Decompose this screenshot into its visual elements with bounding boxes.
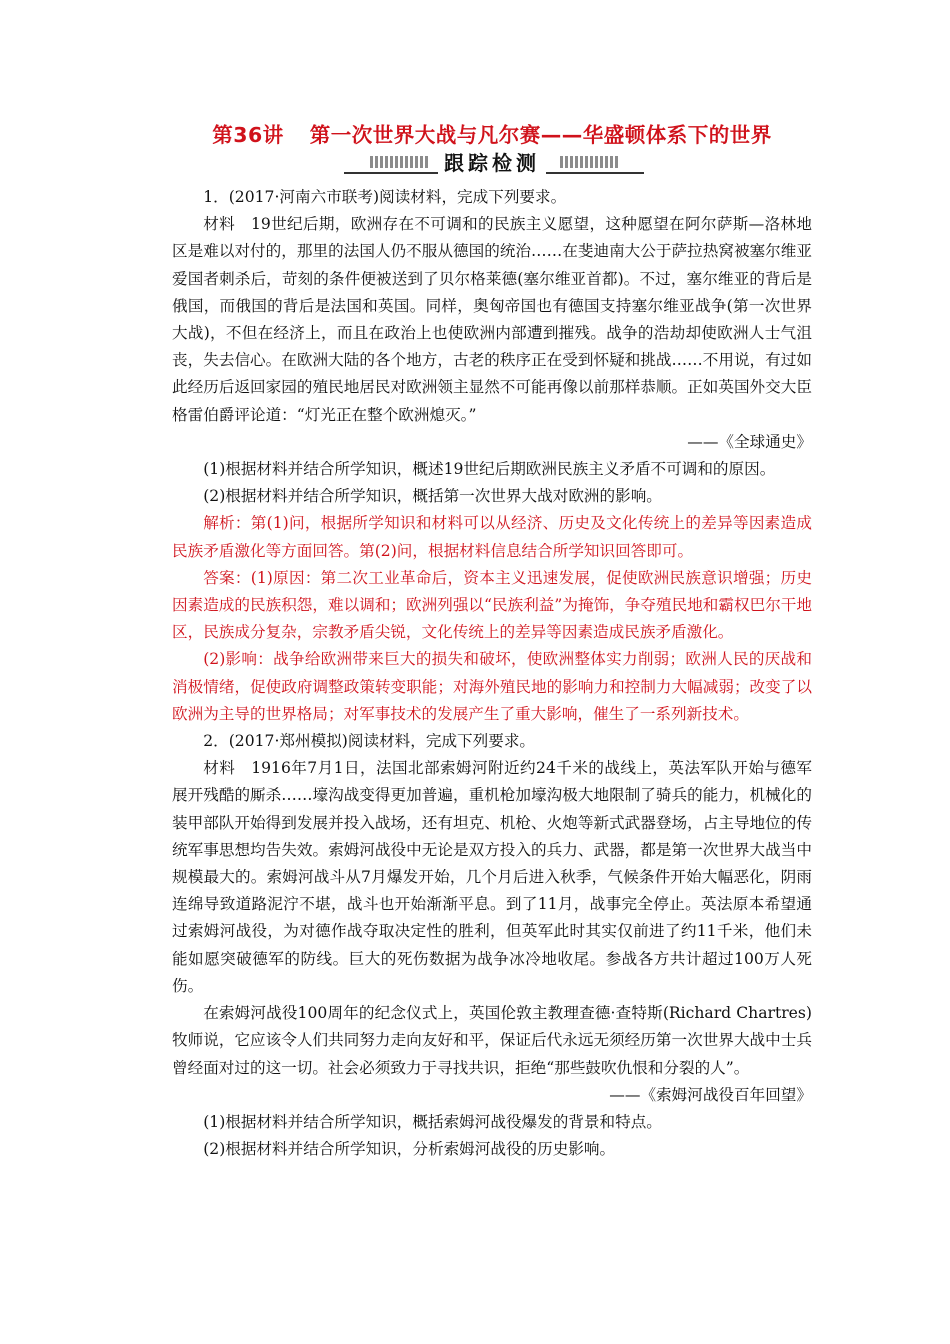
question-1-material: 材料 19世纪后期，欧洲存在不可调和的民族主义愿望，这种愿望在阿尔萨斯—洛林地区是难以对付的，那里的法国人仍不服从德国的统治……在斐迪南大公于萨拉热窝被塞尔维亚爱国者刺杀后，苛刻的条件便被送到了贝尔格莱德(塞尔维亚首都)。不过，塞尔维亚的背后是俄国，而俄国的背后是法国和英国。同样，奥匈帝国也有德国支持塞尔维亚战争(第一次世界大战)，不但在经济上，而且在政治上也使欧洲内部遭到摧残。战争的浩劫却使欧洲人士气沮丧，失去信心。在欧洲大陆的各个地方，古老的秩序正在受到怀疑和挑战……不用说，有过如此经历后返回家园的殖民地居民对欧洲领主显然不可能再像以前那样恭顺。正如英国外交大臣格雷伯爵评论道：“灯光正在整个欧洲熄灭。” (172, 215, 812, 424)
section-label: 跟踪检测 (438, 150, 546, 176)
question-2-requirement-1: (1)根据材料并结合所学知识，概括索姆河战役爆发的背景和特点。 (203, 1112, 662, 1131)
question-1-answer-1: 答案：(1)原因：第二次工业革命后，资本主义迅速发展，促使欧洲民族意识增强；历史因素造成的民族积怨，难以调和；欧洲列强以“民族利益”为掩饰，争夺殖民地和霸权巴尔干地区，民族成分复杂，宗教矛盾尖锐，文化传统上的差异等因素造成民族矛盾激化。 (172, 568, 812, 642)
question-1-answer-2: (2)影响：战争给欧洲带来巨大的损失和破坏，使欧洲整体实力削弱；欧洲人民的厌战和消极情绪，促使政府调整政策转变职能；对海外殖民地的影响力和控制力大幅减弱；改变了以欧洲为主导的世界格局；对军事技术的发展产生了重大影响，催生了一系列新技术。 (172, 650, 812, 723)
question-1-source: ——《全球通史》 (687, 432, 812, 451)
document-page (172, 118, 812, 1163)
question-1-requirement-2: (2)根据材料并结合所学知识，概括第一次世界大战对欧洲的影响。 (203, 487, 662, 506)
question-1-analysis: 解析：第(1)问，根据所学知识和材料可以从经济、历史及文化传统上的差异等因素造成民族矛盾激化等方面回答。第(2)问，根据材料信息结合所学知识回答即可。 (172, 514, 812, 560)
question-2-requirement-2: (2)根据材料并结合所学知识，分析索姆河战役的历史影响。 (203, 1140, 616, 1159)
lesson-number: 第36讲 (212, 123, 284, 147)
question-1 (172, 184, 812, 728)
question-2-material-continued: 在索姆河战役100周年的纪念仪式上，英国伦敦主教理查德·查特斯(Richard Chartres)牧师说，它应该令人们共同努力走向友好和平，保证后代永远无须经历第一次世界大战中士兵曾经面对过的这一切。社会必须致力于寻找共识，拒绝“那些鼓吹仇恨和分裂的人”。 (172, 1004, 812, 1077)
banner-decoration-left (370, 156, 428, 168)
question-2-source: ——《索姆河战役百年回望》 (609, 1085, 812, 1104)
question-2-stem: 2．(2017·郑州模拟)阅读材料，完成下列要求。 (203, 732, 536, 751)
question-2 (172, 728, 812, 1163)
question-2-material: 材料 1916年7月1日，法国北部索姆河附近约24千米的战线上，英法军队开始与德军展开残酷的厮杀……壕沟战变得更加普遍，重机枪加壕沟极大地限制了骑兵的能力，机械化的装甲部队开始得到发展并投入战场，还有坦克、机枪、火炮等新式武器登场，占主导地位的传统军事思想均告失效。索姆河战役中无论是双方投入的兵力、武器，都是第一次世界大战当中规模最大的。索姆河战斗从7月爆发开始，几个月后进入秋季，气候条件开始大幅恶化，阴雨连绵导致道路泥泞不堪，战斗也开始渐渐平息。到了11月，战事完全停止。英法原本希望通过索姆河战役，为对德作战夺取决定性的胜利，但英军此时其实仅前进了约11千米，他们未能如愿突破德军的防线。巨大的死伤数据为战争冰冷地收尾。参战各方共计超过100万人死伤。 (172, 759, 812, 995)
lesson-topic: 第一次世界大战与凡尔赛——华盛顿体系下的世界 (309, 123, 772, 147)
page-title (172, 118, 812, 152)
section-banner (172, 150, 812, 184)
question-1-stem: 1．(2017·河南六市联考)阅读材料，完成下列要求。 (203, 188, 567, 206)
question-1-requirement-1: (1)根据材料并结合所学知识，概述19世纪后期欧洲民族主义矛盾不可调和的原因。 (203, 460, 776, 479)
banner-decoration-right (560, 156, 618, 168)
